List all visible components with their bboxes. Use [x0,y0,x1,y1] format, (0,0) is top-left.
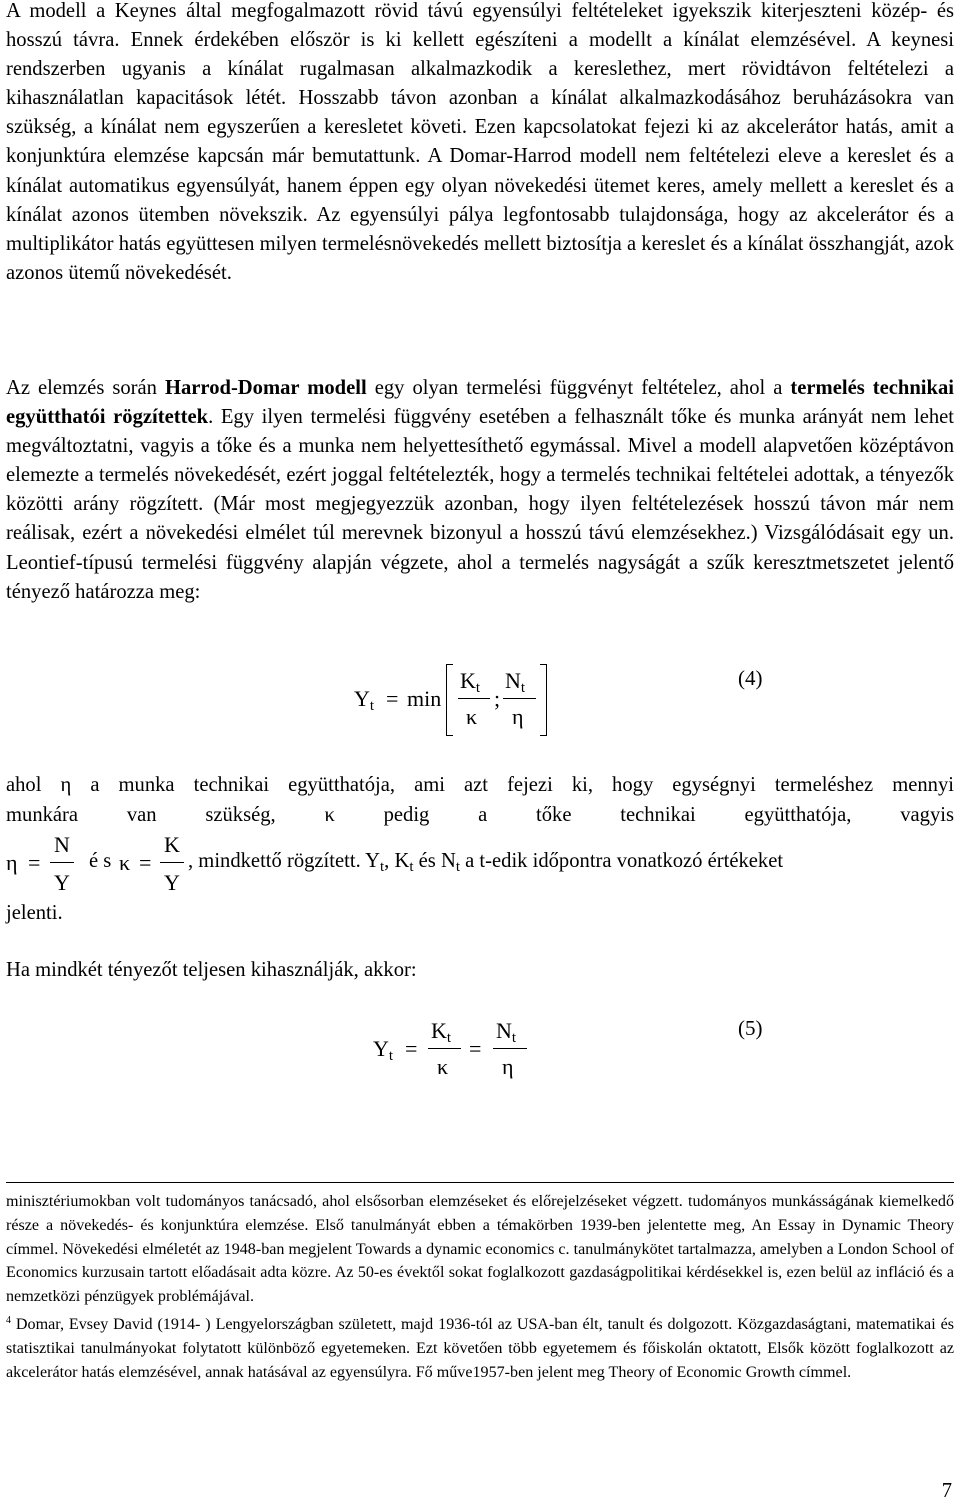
paragraph-intro: A modell a Keynes által megfogalmazott rövid távú egyensúlyi feltételeket igyekszik kiterjeszteni közép- és hosszú távra. Ennek érdekében először is ki kellett egészíteni a modellt a kínálat elemzésével. A keynesi rendszerben ugyanis a kínálat rugalmasan alkalmazkodik a kereslethez, mert rövidtávon feltételezi a kihasználatlan kapacitások létét. Hosszabb távon azonban a kínálat alkalmazkodásához beruházásokra van szükség, a kínálat nem egyszerűen a keresletet követi. Ezen kapcsolatokat fejezi ki az akcelerátor hatás, amit a konjunktúra elemzése kapcsán már bemutattunk. A Domar-Harrod modell nem feltételezi eleve a kereslet és a kínálat automatikus egyensúlyát, hanem éppen egy olyan növekedési ütemet keres, amely mellett a kereslet és a kínálat azonos ütemben növekszik. Az egyensúlyi pálya legfontosabb tulajdonsága, hogy az akcelerátor és a multiplikátor hatás együttesen milyen termelésnövekedés mellett biztosítja a kereslet és a kínálat összhangját, azok azonos ütemű növekedését. [6,0,954,284]
eq4-frac-bar-1 [458,698,490,699]
footnote-4: Domar, Evsey David (1914- ) Lengyelországban született, majd 1936-tól az USA-ban élt, tanult és dolgozott. Közgazdaságtani, matematikai és statisztikai tanulmányokat folytatott különböző egyetemeken. Ezt követően több egyetemem és főiskolán oktatott, Elsők között foglalkozott az akcelerátor hatás elemzésével, annak hatásával az egyensúlyra. Fő műve1957-ben jelent meg Theory of Economic Growth címmel. [6,1315,954,1381]
eta-symbol: η [6,850,18,875]
eq5-equals-2: = [469,1036,482,1061]
eq4-number: (4) [738,666,763,690]
definition-line-4: jelenti. [6,902,63,924]
eq5-number: (5) [738,1016,763,1040]
eq5-den2: η [502,1054,514,1079]
eq5-den1: κ [437,1054,449,1079]
definition-line-1: ahol η a munka technikai együtthatója, ami azt fejezi ki, hogy egységnyi termeléshez mennyi [6,774,954,796]
paragraph-harrod-domar [6,374,954,607]
page-number: 7 [941,1480,952,1502]
kappa-equals: = [139,850,152,875]
eta-frac-bar [50,862,74,863]
kappa-symbol: κ [119,850,131,875]
definition-tail: , mindkettő rögzített. $Y_t$, $K_t$ és $N_t$ a t-edik időpontra vonatkozó értékeket [188,850,784,875]
eq4-right-bracket [540,664,547,736]
p2-text-1: Az elemzés során [6,377,165,399]
eq4-lhs: $Y_t$ [354,686,375,714]
eta-frac-den: Y [54,870,70,895]
eq4-frac-bar-2 [503,698,536,699]
kappa-frac-den: Y [164,870,180,895]
footnotes [6,1190,954,1384]
p2-bold-coefficients: termelés technikai együtthatói rögzítettek [6,377,954,429]
p2-text-2: egy olyan termelési függvényt feltételez, ahol a [366,377,791,399]
kappa-frac-num: K [164,832,180,857]
eq4-equals: = [386,686,399,711]
eq5-num2: $N_t$ [496,1018,517,1046]
eq5-num1: $K_t$ [431,1018,452,1046]
eq4-den2: η [512,704,524,729]
eta-equals: = [28,850,41,875]
eq4-num1: $K_t$ [460,668,481,696]
eq4-left-bracket [446,664,453,736]
eq5-frac-bar-1 [428,1048,461,1049]
eq5-equals-1: = [405,1036,418,1061]
footnote-separator [6,1182,954,1183]
eq4-num2: $N_t$ [505,668,526,696]
and-word: é s [89,850,112,872]
footnote-marker-4: 4 [6,1314,11,1326]
eq4-separator: ; [494,686,501,711]
eta-frac-num: N [54,832,70,857]
eq5-frac-bar-2 [493,1048,527,1049]
eq4-den1: κ [466,704,478,729]
kappa-frac-bar [160,862,184,863]
p2-text-3: . Egy ilyen termelési függvény esetében a felhasznált tőke és munka arányát nem lehet megváltoztatni, vagyis a tőke és a munka nem helyettesíthető egymással. Mivel a modell alapvetően középtávon elemezte a termelés növekedését, ezért joggal feltételezték, hogy a termelés technikai feltételei adottak, a tényezők közötti arány rögzített. (Már most megjegyezzük azonban, hogy ilyen feltételezések hosszú távon már nem reálisak, ezért a növekedési elmélet túl merevnek bizonyul a hosszú távú elemzésekhez.) Vizsgálódásait egy un. Leontief-típusú termelési függvény alapján végzete, ahol a termelés nagyságát a szűk keresztmetszetet jelentő tényező határozza meg: [6,406,954,603]
definition-line-2: munkára van szükség, κ pedig a tőke technikai együtthatója, vagyis [6,804,954,826]
eq4-min: min [407,686,442,711]
eq5-lhs: $Y_t$ [373,1036,394,1064]
paragraph-full-utilization: Ha mindkét tényezőt teljesen kihasználják, akkor: [6,959,417,981]
footnote-continued: minisztériumokban volt tudományos tanácsadó, ahol elsősorban elemzéseket és előrejelzéseket végzett. tudományos munkásságának kiemelkedő része a növekedés- és konjunktúra elemzése. Első tanulmányát ebben a témakörben 1939-ben jelentette meg, An Essay in Dynamic Theory címmel. Növekedési elméletét az 1948-ban megjelent Towards a dynamic economics c. tanulmánykötet tartalmazza, amelyben a London School of Economics kurzusain tartott előadásait adta közre. Az 50-es évektől sokat foglalkozott gazdaságpolitikai kérdésekkel is, ezen belül az infláció és a nemzetközi pénzügyek problémájával. [6,1193,954,1306]
p2-bold-model: Harrod-Domar modell [164,377,367,399]
